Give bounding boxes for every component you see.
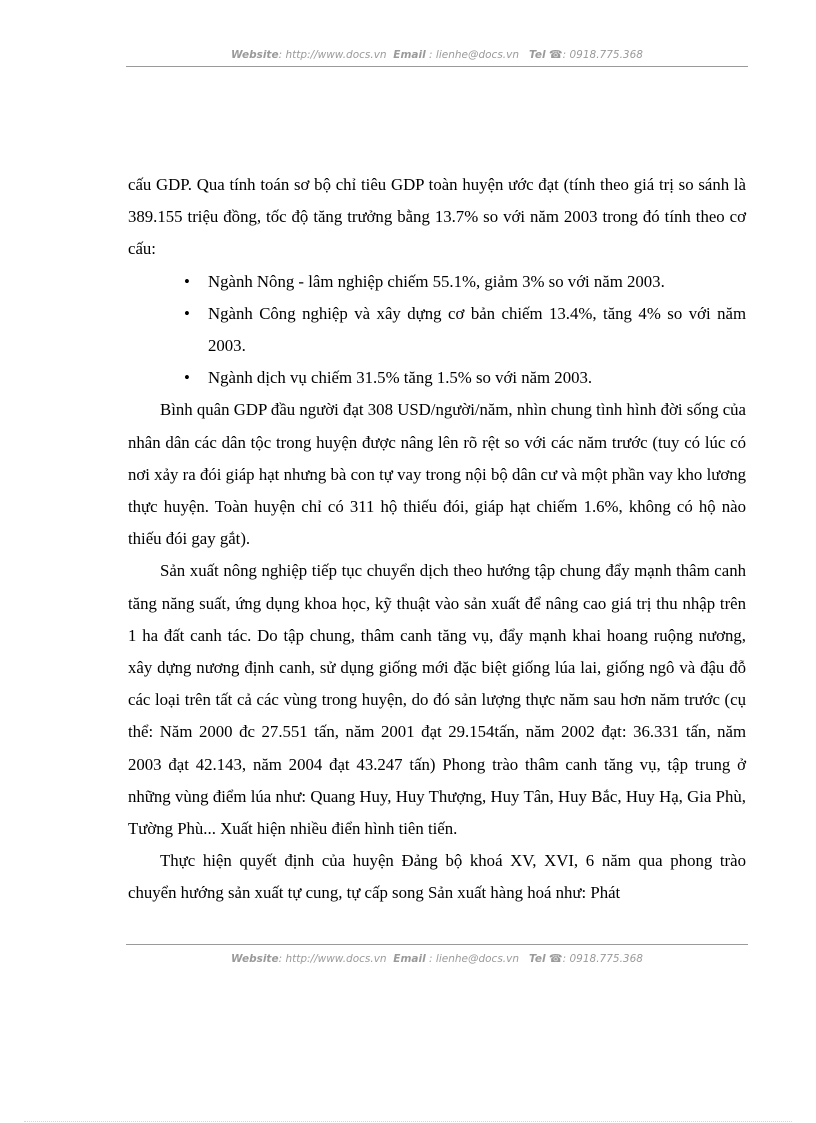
- sector-bullet-list: [128, 266, 746, 395]
- body-text: [128, 169, 746, 910]
- paragraph-gdp-per-capita: Bình quân GDP đầu người đạt 308 USD/người/năm, nhìn chung tình hình đời sống của nhân dân các dân tộc trong huyện được nâng lên rõ rệt so với các năm trước (tuy có lúc có nơi xảy ra đói giáp hạt nhưng bà con tự vay trong nội bộ dân cư và một phần vay kho lương thực huyện. Toàn huyện chỉ có 311 hộ thiếu đói, giáp hạt chiếm 1.6%, không có hộ nào thiếu đói gay gắt).: [128, 400, 746, 549]
- header-divider: [126, 66, 748, 67]
- footer-website-label: Website: [231, 953, 279, 965]
- footer-divider: [126, 944, 748, 945]
- header-tel-label: Tel: [529, 49, 546, 61]
- header-email-value: : lienhe@docs.vn: [425, 49, 520, 61]
- paragraph-gdp-structure: cấu GDP. Qua tính toán sơ bộ chỉ tiêu GDP toàn huyện ước đạt (tính theo giá trị so sánh là 389.155 triệu đồng, tốc độ tăng trưởng bằng 13.7% so với năm 2003 trong đó tính theo cơ cấu:: [128, 175, 746, 259]
- bullet-icon: •: [184, 368, 190, 388]
- header-website-label: Website: [231, 49, 279, 61]
- footer-tel-label: Tel: [529, 953, 546, 965]
- phone-icon: ☎: [548, 48, 563, 61]
- page-footer: [126, 952, 748, 966]
- page-edge-divider: [24, 1121, 792, 1122]
- footer-tel-value: : 0918.775.368: [562, 953, 643, 965]
- paragraph-agriculture: Sản xuất nông nghiệp tiếp tục chuyển dịch theo hướng tập chung đẩy mạnh thâm canh tăng năng suất, ứng dụng khoa học, kỹ thuật vào sản xuất để nâng cao giá trị thu nhập trên 1 ha đất canh tác. Do tập chung, thâm canh tăng vụ, đẩy mạnh khai hoang ruộng nương, xây dựng nương định canh, sử dụng giống mới đặc biệt giống lúa lai, giống ngô và đậu đỗ các loại trên tất cả các vùng trong huyện, do đó sản lượng thực năm sau hơn năm trước (cụ thể: Năm 2000 đc 27.551 tấn, năm 2001 đạt 29.154tấn, năm 2002 đạt: 36.331 tấn, năm 2003 đạt 42.143, năm 2004 đạt 43.247 tấn) Phong trào thâm canh tăng vụ, tập trung ở những vùng điểm lúa như: Quang Huy, Huy Thượng, Huy Tân, Huy Bắc, Huy Hạ, Gia Phù, Tường Phù... Xuất hiện nhiều điển hình tiên tiến.: [128, 561, 746, 839]
- page-header: [126, 48, 748, 62]
- footer-email-label: Email: [393, 953, 426, 965]
- header-email-label: Email: [393, 49, 426, 61]
- header-website-value: : http://www.docs.vn: [278, 49, 387, 61]
- header-tel-value: : 0918.775.368: [562, 49, 643, 61]
- phone-icon: ☎: [548, 952, 563, 965]
- footer-email-value: : lienhe@docs.vn: [425, 953, 520, 965]
- list-item: • Ngành Công nghiệp và xây dựng cơ bản chiếm 13.4%, tăng 4% so với năm 2003.: [128, 298, 746, 362]
- list-item: • Ngành Nông - lâm nghiệp chiếm 55.1%, giảm 3% so với năm 2003.: [128, 266, 746, 298]
- paragraph-production-shift: Thực hiện quyết định của huyện Đảng bộ khoá XV, XVI, 6 năm qua phong trào chuyển hướng sản xuất tự cung, tự cấp song Sản xuất hàng hoá như: Phát: [128, 851, 746, 903]
- bullet-icon: •: [184, 303, 190, 323]
- footer-website-value: : http://www.docs.vn: [278, 953, 387, 965]
- list-item: • Ngành dịch vụ chiếm 31.5% tăng 1.5% so với năm 2003.: [128, 362, 746, 394]
- bullet-icon: •: [184, 271, 190, 291]
